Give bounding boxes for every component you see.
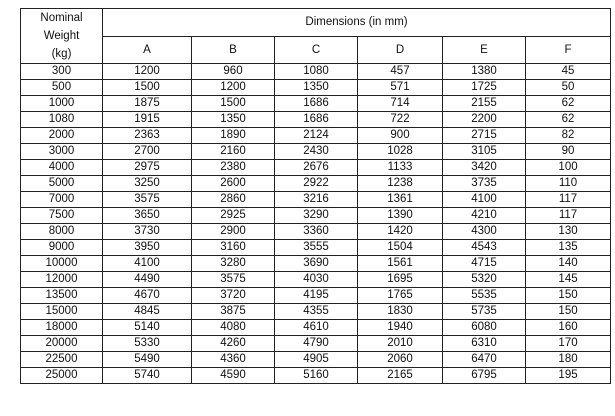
cell-f: 130 — [526, 224, 611, 240]
cell-a: 4490 — [103, 272, 192, 288]
cell-a: 4845 — [103, 304, 192, 320]
cell-b: 3720 — [192, 288, 275, 304]
cell-d: 722 — [358, 112, 443, 128]
cell-b: 1500 — [192, 96, 275, 112]
table-row — [21, 272, 611, 288]
cell-weight: 4000 — [21, 160, 103, 176]
cell-d: 2165 — [358, 368, 443, 384]
cell-f: 160 — [526, 320, 611, 336]
cell-c: 3360 — [275, 224, 358, 240]
table-row — [21, 368, 611, 384]
cell-f: 145 — [526, 272, 611, 288]
cell-e: 3420 — [443, 160, 526, 176]
cell-c: 2922 — [275, 176, 358, 192]
cell-e: 4543 — [443, 240, 526, 256]
table-row — [21, 208, 611, 224]
cell-d: 1940 — [358, 320, 443, 336]
cell-a: 3650 — [103, 208, 192, 224]
cell-d: 1420 — [358, 224, 443, 240]
table-row — [21, 320, 611, 336]
cell-f: 100 — [526, 160, 611, 176]
cell-weight: 8000 — [21, 224, 103, 240]
cell-weight: 300 — [21, 64, 103, 80]
cell-a: 5740 — [103, 368, 192, 384]
cell-e: 4715 — [443, 256, 526, 272]
cell-e: 4210 — [443, 208, 526, 224]
weight-header-line: Weight — [43, 30, 80, 42]
cell-b: 2380 — [192, 160, 275, 176]
cell-e: 4100 — [443, 192, 526, 208]
column-header-d: D — [358, 36, 443, 64]
cell-e: 1725 — [443, 80, 526, 96]
cell-b: 4360 — [192, 352, 275, 368]
cell-d: 714 — [358, 96, 443, 112]
cell-b: 2160 — [192, 144, 275, 160]
cell-b: 1890 — [192, 128, 275, 144]
table-row — [21, 304, 611, 320]
cell-b: 2600 — [192, 176, 275, 192]
cell-c: 4030 — [275, 272, 358, 288]
cell-d: 1238 — [358, 176, 443, 192]
cell-f: 90 — [526, 144, 611, 160]
cell-f: 45 — [526, 64, 611, 80]
cell-a: 3730 — [103, 224, 192, 240]
cell-b: 3160 — [192, 240, 275, 256]
cell-c: 2676 — [275, 160, 358, 176]
cell-d: 571 — [358, 80, 443, 96]
cell-d: 1390 — [358, 208, 443, 224]
cell-f: 135 — [526, 240, 611, 256]
cell-b: 3875 — [192, 304, 275, 320]
cell-c: 4610 — [275, 320, 358, 336]
cell-d: 2060 — [358, 352, 443, 368]
dimensions-table-container — [20, 8, 610, 384]
column-header-f: F — [526, 36, 611, 64]
cell-e: 2200 — [443, 112, 526, 128]
table-row — [21, 96, 611, 112]
cell-f: 150 — [526, 304, 611, 320]
table-row — [21, 160, 611, 176]
cell-d: 457 — [358, 64, 443, 80]
cell-a: 4100 — [103, 256, 192, 272]
cell-a: 5490 — [103, 352, 192, 368]
cell-b: 1350 — [192, 112, 275, 128]
table-row — [21, 128, 611, 144]
cell-f: 180 — [526, 352, 611, 368]
column-header-e: E — [443, 36, 526, 64]
cell-f: 62 — [526, 112, 611, 128]
cell-weight: 12000 — [21, 272, 103, 288]
column-header-a: A — [103, 36, 192, 64]
cell-b: 4260 — [192, 336, 275, 352]
cell-e: 1380 — [443, 64, 526, 80]
cell-e: 5535 — [443, 288, 526, 304]
cell-b: 960 — [192, 64, 275, 80]
cell-weight: 9000 — [21, 240, 103, 256]
cell-d: 1028 — [358, 144, 443, 160]
cell-c: 3216 — [275, 192, 358, 208]
cell-c: 5160 — [275, 368, 358, 384]
cell-e: 5320 — [443, 272, 526, 288]
cell-a: 1875 — [103, 96, 192, 112]
cell-d: 1361 — [358, 192, 443, 208]
cell-e: 3735 — [443, 176, 526, 192]
cell-c: 4195 — [275, 288, 358, 304]
cell-f: 195 — [526, 368, 611, 384]
table-row — [21, 240, 611, 256]
cell-weight: 20000 — [21, 336, 103, 352]
cell-a: 3575 — [103, 192, 192, 208]
cell-f: 82 — [526, 128, 611, 144]
table-row — [21, 176, 611, 192]
table-row — [21, 352, 611, 368]
cell-c: 1350 — [275, 80, 358, 96]
column-header-c: C — [275, 36, 358, 64]
cell-f: 62 — [526, 96, 611, 112]
cell-weight: 1080 — [21, 112, 103, 128]
cell-b: 3280 — [192, 256, 275, 272]
cell-d: 1695 — [358, 272, 443, 288]
cell-c: 4355 — [275, 304, 358, 320]
cell-b: 1200 — [192, 80, 275, 96]
cell-c: 2430 — [275, 144, 358, 160]
table-row — [21, 224, 611, 240]
cell-weight: 25000 — [21, 368, 103, 384]
cell-a: 1915 — [103, 112, 192, 128]
cell-c: 4790 — [275, 336, 358, 352]
cell-a: 3250 — [103, 176, 192, 192]
cell-f: 117 — [526, 208, 611, 224]
table-row — [21, 112, 611, 128]
cell-weight: 10000 — [21, 256, 103, 272]
cell-e: 4300 — [443, 224, 526, 240]
cell-weight: 3000 — [21, 144, 103, 160]
cell-d: 900 — [358, 128, 443, 144]
cell-a: 3950 — [103, 240, 192, 256]
cell-b: 3575 — [192, 272, 275, 288]
cell-a: 5140 — [103, 320, 192, 336]
cell-c: 3290 — [275, 208, 358, 224]
cell-c: 2124 — [275, 128, 358, 144]
table-row — [21, 256, 611, 272]
cell-d: 1765 — [358, 288, 443, 304]
table-row — [21, 80, 611, 96]
cell-c: 1686 — [275, 112, 358, 128]
table-row — [21, 64, 611, 80]
cell-e: 2155 — [443, 96, 526, 112]
dimensions-table — [20, 8, 611, 384]
cell-a: 2700 — [103, 144, 192, 160]
cell-d: 1133 — [358, 160, 443, 176]
cell-weight: 18000 — [21, 320, 103, 336]
weight-header-line: (kg) — [51, 48, 72, 60]
cell-f: 150 — [526, 288, 611, 304]
cell-weight: 1000 — [21, 96, 103, 112]
cell-a: 4670 — [103, 288, 192, 304]
cell-c: 1080 — [275, 64, 358, 80]
dimensions-header: Dimensions (in mm) — [103, 9, 611, 37]
cell-b: 2900 — [192, 224, 275, 240]
cell-b: 4080 — [192, 320, 275, 336]
cell-c: 1686 — [275, 96, 358, 112]
cell-e: 3105 — [443, 144, 526, 160]
cell-d: 2010 — [358, 336, 443, 352]
cell-weight: 22500 — [21, 352, 103, 368]
cell-f: 50 — [526, 80, 611, 96]
cell-f: 110 — [526, 176, 611, 192]
cell-b: 2860 — [192, 192, 275, 208]
cell-d: 1830 — [358, 304, 443, 320]
cell-a: 5330 — [103, 336, 192, 352]
cell-d: 1561 — [358, 256, 443, 272]
cell-e: 5735 — [443, 304, 526, 320]
cell-weight: 7000 — [21, 192, 103, 208]
table-body — [21, 64, 611, 384]
cell-e: 2715 — [443, 128, 526, 144]
cell-f: 170 — [526, 336, 611, 352]
cell-weight: 15000 — [21, 304, 103, 320]
cell-weight: 2000 — [21, 128, 103, 144]
weight-header-line: Nominal — [40, 12, 83, 24]
table-row — [21, 288, 611, 304]
table-row — [21, 336, 611, 352]
table-row — [21, 192, 611, 208]
cell-b: 2925 — [192, 208, 275, 224]
cell-a: 2363 — [103, 128, 192, 144]
cell-weight: 5000 — [21, 176, 103, 192]
cell-weight: 500 — [21, 80, 103, 96]
nominal-weight-header — [21, 9, 103, 64]
cell-a: 2975 — [103, 160, 192, 176]
cell-a: 1500 — [103, 80, 192, 96]
cell-b: 4590 — [192, 368, 275, 384]
cell-f: 140 — [526, 256, 611, 272]
column-header-b: B — [192, 36, 275, 64]
cell-f: 117 — [526, 192, 611, 208]
cell-c: 3690 — [275, 256, 358, 272]
cell-c: 3555 — [275, 240, 358, 256]
cell-a: 1200 — [103, 64, 192, 80]
cell-weight: 7500 — [21, 208, 103, 224]
cell-e: 6470 — [443, 352, 526, 368]
cell-c: 4905 — [275, 352, 358, 368]
table-row — [21, 144, 611, 160]
cell-e: 6795 — [443, 368, 526, 384]
cell-e: 6080 — [443, 320, 526, 336]
cell-d: 1504 — [358, 240, 443, 256]
cell-e: 6310 — [443, 336, 526, 352]
cell-weight: 13500 — [21, 288, 103, 304]
